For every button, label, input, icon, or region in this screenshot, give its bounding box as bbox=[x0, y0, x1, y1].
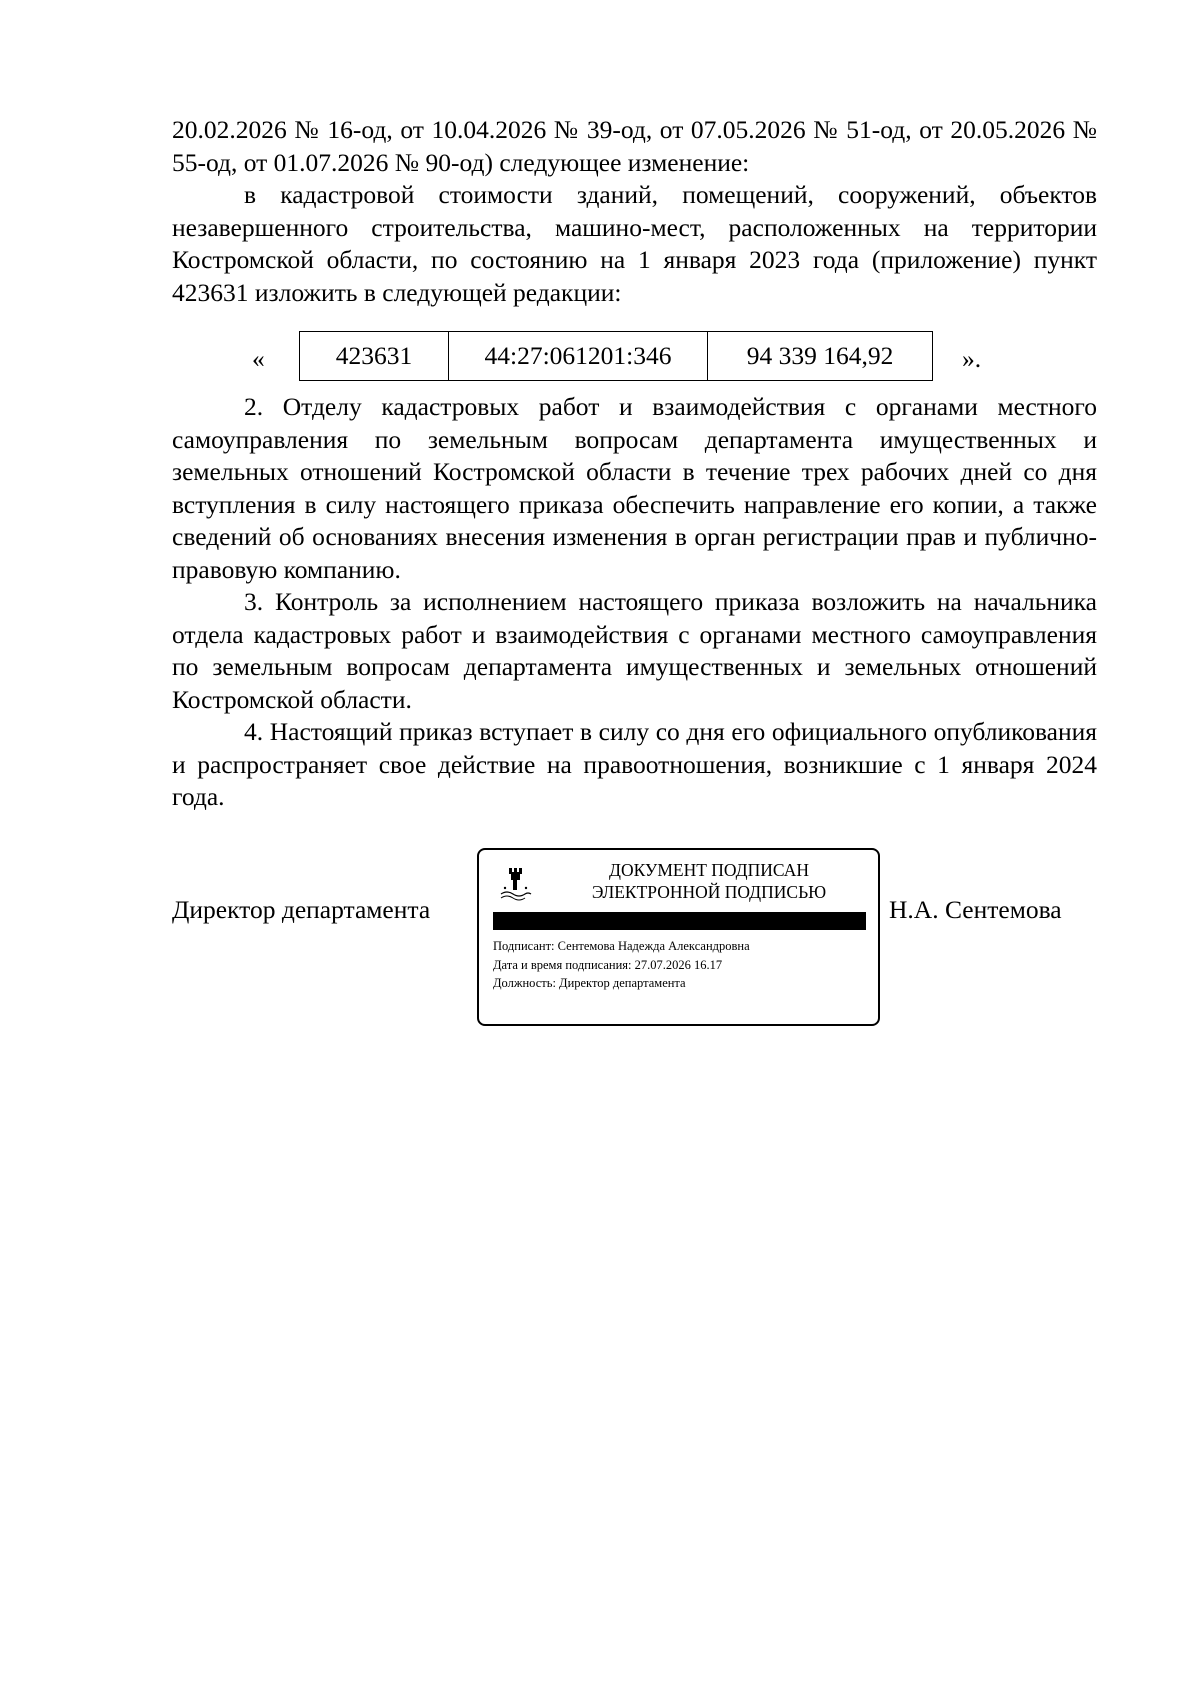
stamp-divider-bar bbox=[493, 912, 866, 930]
signature-block bbox=[172, 848, 1097, 1038]
signatory-name: Н.А. Сентемова bbox=[889, 895, 1062, 924]
table-row bbox=[300, 332, 933, 381]
paragraph-intro: 20.02.2026 № 16-од, от 10.04.2026 № 39-од, от 07.05.2026 № 51-од, от 20.05.2026 № 55-од, от 01.07.2026 № 90-од) следующее изменение: bbox=[172, 115, 1097, 177]
table-cell-item-number: 423631 bbox=[300, 332, 449, 381]
paragraph-item-3: 3. Контроль за исполнением настоящего приказа возложить на начальника отдела кадастровых работ и взаимодействия с органами местного самоуправления по земельным вопросам департамента имущественных и земельных отношений Костромской области. bbox=[172, 587, 1097, 714]
stamp-header bbox=[569, 859, 849, 903]
paragraph-item-4: 4. Настоящий приказ вступает в силу со дня его официального опубликования и распространяет свое действие на правоотношения, возникшие с 1 января 2024 года. bbox=[172, 717, 1097, 811]
quote-open: « bbox=[252, 344, 265, 373]
paragraph-item-2: 2. Отделу кадастровых работ и взаимодействия с органами местного самоуправления по земельным вопросам департамента имущественных и земельных отношений Костромской области в течение трех рабочих дней со дня вступления в силу настоящего приказа обеспечить направление его копии, а также сведений об основаниях внесения изменения в орган регистрации прав и публично-правовую компанию. bbox=[172, 392, 1097, 584]
stamp-details bbox=[493, 937, 750, 993]
stamp-header-line-2: ЭЛЕКТРОННОЙ ПОДПИСЬЮ bbox=[591, 882, 827, 902]
amendment-table-row bbox=[172, 331, 1097, 383]
signatory-title: Директор департамента bbox=[172, 895, 431, 924]
table-cell-cadastral-number: 44:27:061201:346 bbox=[449, 332, 708, 381]
coat-of-arms-icon bbox=[495, 864, 535, 904]
paragraph-amendment: в кадастровой стоимости зданий, помещений, сооружений, объектов незавершенного строительства, машино-мест, расположенных на территории Костромской области, по состоянию на 1 января 2023 года (приложение) пункт 423631 изложить в следующей редакции: bbox=[172, 180, 1097, 307]
stamp-signer: Подписант: Сентемова Надежда Александровна bbox=[493, 939, 750, 953]
stamp-position: Должность: Директор департамента bbox=[493, 976, 686, 990]
amendment-table bbox=[299, 331, 933, 381]
table-cell-cadastral-value: 94 339 164,92 bbox=[708, 332, 933, 381]
quote-close: ». bbox=[962, 344, 982, 373]
document-body bbox=[172, 114, 1097, 814]
electronic-signature-stamp bbox=[477, 848, 880, 1026]
stamp-header-line-1: ДОКУМЕНТ ПОДПИСАН bbox=[609, 860, 809, 880]
stamp-datetime: Дата и время подписания: 27.07.2026 16.17 bbox=[493, 957, 723, 972]
